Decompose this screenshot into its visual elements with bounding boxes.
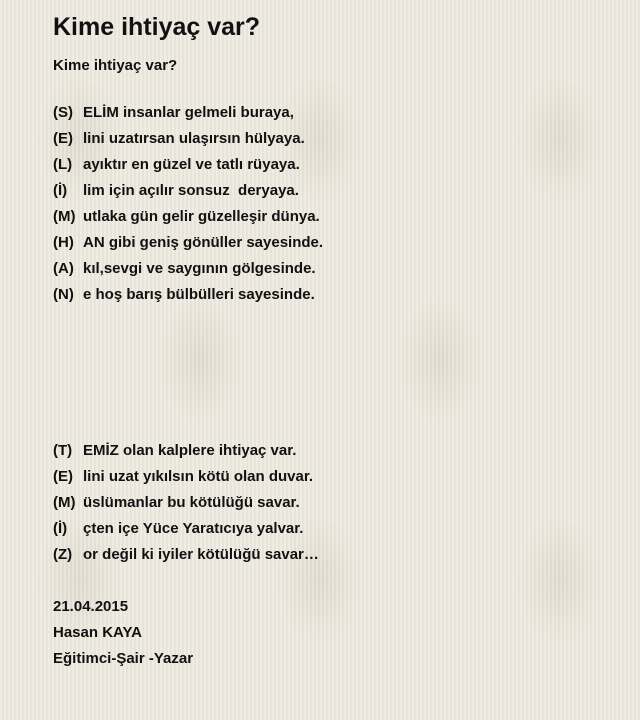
line-text: utlaka gün gelir güzelleşir dünya. (83, 208, 320, 225)
poem-line (53, 438, 319, 464)
acrostic-letter: (M) (53, 494, 76, 511)
acrostic-letter: (E) (53, 130, 73, 147)
acrostic-letter: (İ) (53, 520, 68, 537)
line-text: AN gibi geniş gönüller sayesinde. (83, 234, 324, 251)
poem-line (53, 126, 623, 152)
poem-line (53, 230, 623, 256)
line-text: lini uzat yıkılsın kötü olan duvar. (83, 468, 314, 485)
poem-line (53, 204, 623, 230)
acrostic-letter: (M) (53, 208, 76, 225)
poem-line (53, 490, 319, 516)
line-text: ayıktır en güzel ve tatlı rüyaya. (83, 156, 300, 173)
line-text: e hoş barış bülbülleri sayesinde. (83, 286, 315, 303)
line-text: or değil ki iyiler kötülüğü savar… (83, 546, 319, 563)
acrostic-letter: (İ) (53, 182, 68, 199)
poem-subtitle: Kime ihtiyaç var? (53, 57, 178, 74)
line-text: üslümanlar bu kötülüğü savar. (83, 494, 300, 511)
poem-line (53, 516, 319, 542)
poem-line (53, 256, 623, 282)
acrostic-letter: (S) (53, 104, 73, 121)
line-text: kıl,sevgi ve saygının gölgesinde. (83, 260, 316, 277)
poem-line (53, 464, 319, 490)
line-text: çten içe Yüce Yaratıcıya yalvar. (83, 520, 304, 537)
line-text: ELİM insanlar gelmeli buraya, (83, 104, 294, 121)
poem-line (53, 178, 623, 204)
acrostic-letter: (T) (53, 442, 73, 459)
acrostic-letter: (H) (53, 234, 74, 251)
line-text: lim için açılır sonsuz deryaya. (83, 182, 299, 199)
acrostic-letter: (Z) (53, 546, 73, 563)
poem-page (53, 12, 623, 667)
line-text: EMİZ olan kalplere ihtiyaç var. (83, 442, 297, 459)
poem-line (53, 152, 623, 178)
poem-line (53, 100, 623, 126)
acrostic-letter: (A) (53, 260, 74, 277)
poem-date: 21.04.2015 (53, 598, 129, 615)
author-name: Hasan KAYA (53, 624, 142, 641)
poem-line (53, 542, 319, 568)
line-text: lini uzatırsan ulaşırsın hülyaya. (83, 130, 305, 147)
stanza-2 (53, 438, 319, 568)
author-title: Eğitimci-Şair -Yazar (53, 650, 194, 667)
acrostic-letter: (L) (53, 156, 73, 173)
poem-title: Kime ihtiyaç var? (53, 13, 261, 41)
acrostic-letter: (E) (53, 468, 73, 485)
stanza-1 (53, 100, 623, 308)
poem-line (53, 282, 623, 308)
acrostic-letter: (N) (53, 286, 74, 303)
poem-footer (53, 594, 193, 672)
